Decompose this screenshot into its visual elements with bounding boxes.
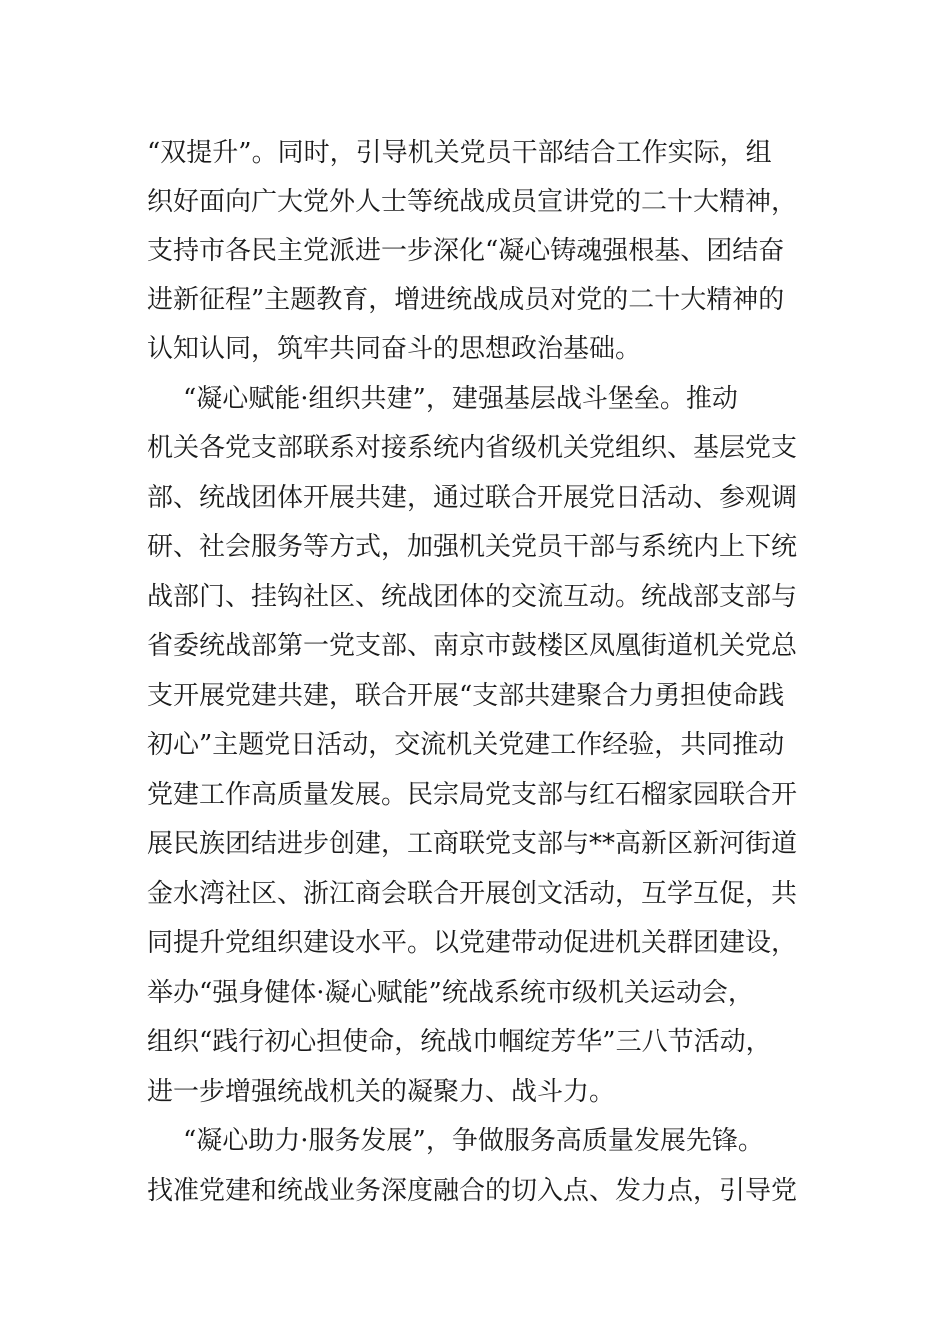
line-text: 织好面向广大党外人士等统战成员宣讲党的二十大精神， [147,187,798,217]
text-line [0,870,950,918]
text-line [0,1167,950,1215]
text-line [0,325,950,373]
text-line [0,573,950,621]
line-text: 进一步增强统战机关的凝聚力、战斗力。 [147,1077,616,1107]
text-line [0,820,950,868]
text-line [0,771,950,819]
line-text: “凝心赋能·组织共建”，建强基层战斗堡垒。推动 [183,384,738,414]
text-line [0,474,950,522]
line-text: “双提升”。同时，引导机关党员干部结合工作实际，组 [147,138,772,168]
text-line [0,129,950,177]
text-line [0,721,950,769]
line-text: 战部门、挂钩社区、统战团体的交流互动。统战部支部与 [147,582,798,612]
line-text: 进新征程”主题教育，增进统战成员对党的二十大精神的 [147,285,785,315]
text-line [0,375,950,423]
text-line [0,178,950,226]
line-text: 初心”主题党日活动，交流机关党建工作经验，共同推动 [147,730,785,760]
line-text: 找准党建和统战业务深度融合的切入点、发力点，引导党 [147,1176,798,1206]
text-line [0,276,950,324]
line-text: 省委统战部第一党支部、南京市鼓楼区凤凰街道机关党总 [147,631,798,661]
text-line [0,1018,950,1066]
text-line [0,622,950,670]
text-line [0,1117,950,1165]
text-line [0,672,950,720]
line-text: “凝心助力·服务发展”，争做服务高质量发展先锋。 [183,1126,764,1156]
line-text: 支持市各民主党派进一步深化“凝心铸魂强根基、团结奋 [147,236,785,266]
line-text: 研、社会服务等方式，加强机关党员干部与系统内上下统 [147,532,798,562]
text-line [0,1068,950,1116]
line-text: 金水湾社区、浙江商会联合开展创文活动，互学互促，共 [147,879,798,909]
line-text: 支开展党建共建，联合开展“支部共建聚合力勇担使命践 [147,681,785,711]
line-text: 认知认同，筑牢共同奋斗的思想政治基础。 [147,334,642,364]
line-text: 组织“践行初心担使命，统战巾帼绽芳华”三八节活动， [147,1027,772,1057]
line-text: 党建工作高质量发展。民宗局党支部与红石榴家园联合开 [147,780,798,810]
line-text: 机关各党支部联系对接系统内省级机关党组织、基层党支 [147,433,798,463]
line-text: 同提升党组织建设水平。以党建带动促进机关群团建设， [147,928,798,958]
text-line [0,523,950,571]
line-text: 举办“强身健体·凝心赋能”统战系统市级机关运动会， [147,978,754,1008]
text-line [0,227,950,275]
text-line [0,919,950,967]
line-text: 部、统战团体开展共建，通过联合开展党日活动、参观调 [147,483,798,513]
line-text: 展民族团结进步创建，工商联党支部与**高新区新河街道 [147,829,798,859]
text-line [0,969,950,1017]
text-line [0,424,950,472]
